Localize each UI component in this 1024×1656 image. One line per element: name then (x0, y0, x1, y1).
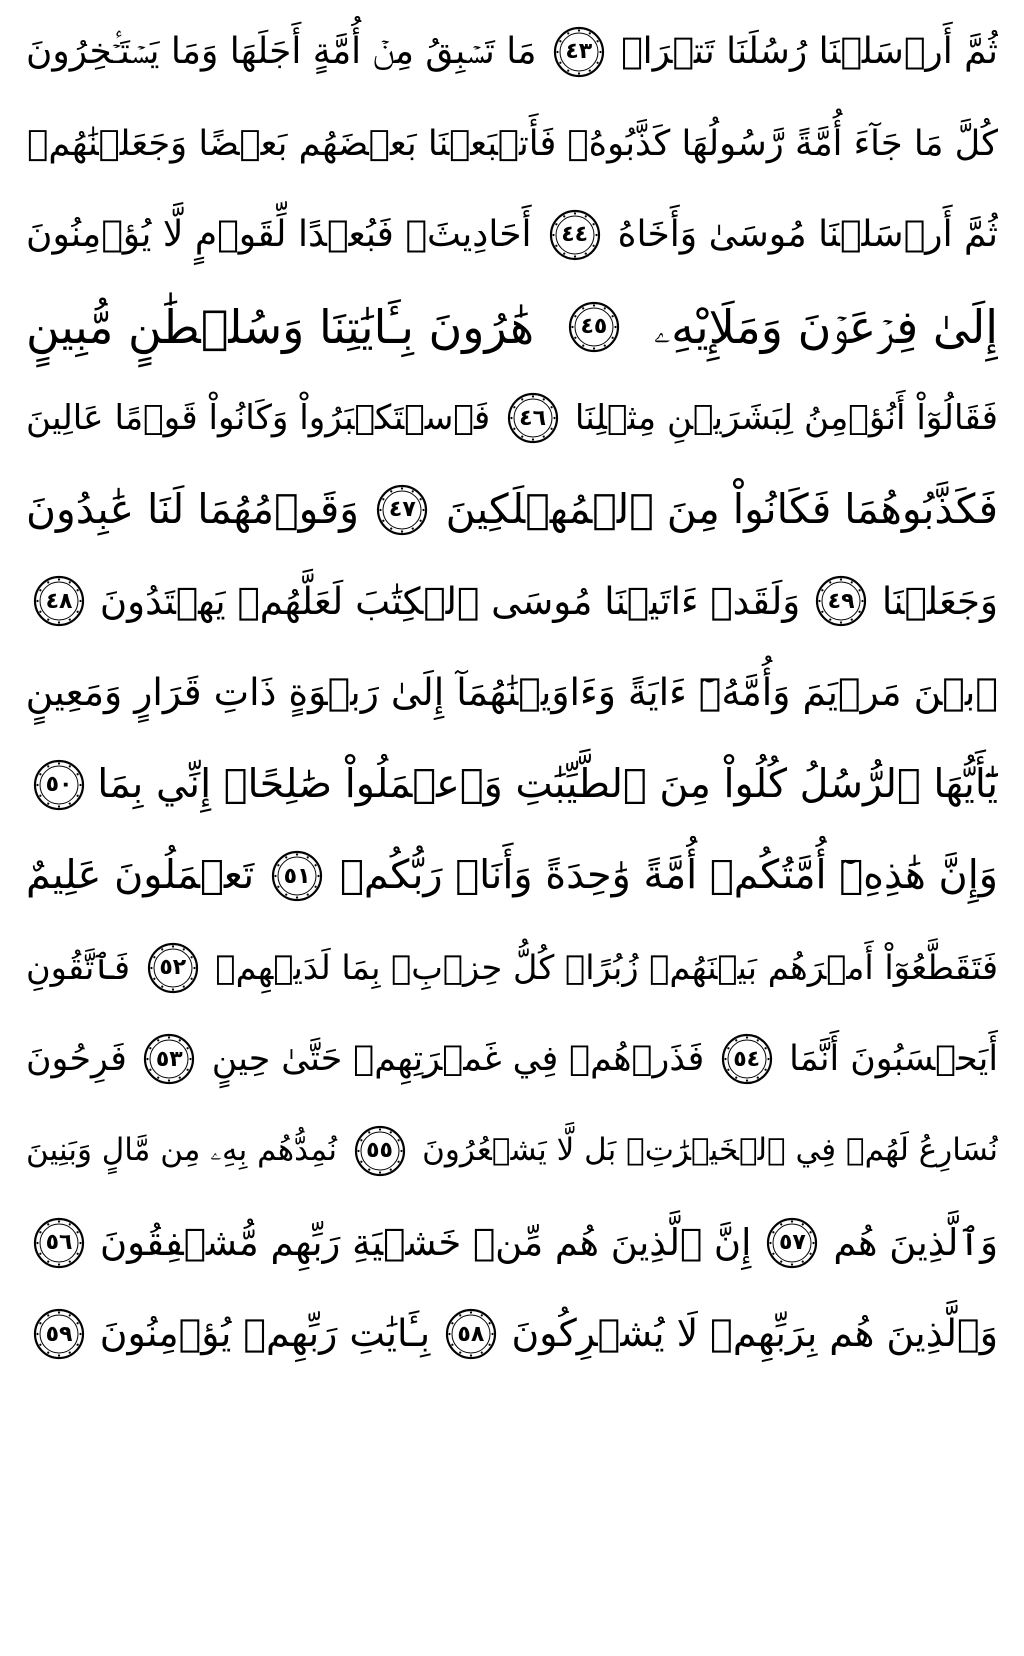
verse-text: فَقَالُوٓاْ أَنُؤۡمِنُ لِبَشَرَيۡنِ مِثۡلِنَا (574, 398, 998, 439)
verse-text: نُسَارِعُ لَهُمۡ فِي ٱلۡخَيۡرَٰتِۚ بَل لَّا يَشۡعُرُونَ (422, 1132, 998, 1169)
ayah-number: ٥٢ (159, 955, 187, 981)
verse-text: نُمِدُّهُم بِهِۦ مِن مَّالٍ وَبَنِينَ (26, 1132, 337, 1169)
ayah-number: ٤٨ (45, 588, 73, 614)
ayah-number-marker (270, 849, 324, 903)
verse-text: أَحَادِيثَۚ فَبُعۡدًا لِّقَوۡمٍ لَّا يُؤۡمِنُونَ (26, 213, 532, 255)
verse-text: بِـَٔايَٰتِ رَبِّهِمۡ يُؤۡمِنُونَ (99, 1311, 431, 1356)
text-line (26, 189, 998, 281)
verse-text: ٱبۡنَ مَرۡيَمَ وَأُمَّهُۥٓ ءَايَةً وَءَاوَيۡنَٰهُمَآ إِلَىٰ رَبۡوَةٍ ذَاتِ قَرَارٍ وَمَعِينٍ (26, 670, 998, 715)
ayah-number-marker (506, 391, 560, 445)
verse-text: وَٱلَّذِينَ هُم بِرَبِّهِمۡ لَا يُشۡرِكُونَ (511, 1311, 998, 1356)
verse-text: كُلَّ مَا جَآءَ أُمَّةً رَّسُولُهَا كَذَّبُوهُۖ فَأَتۡبَعۡنَا بَعۡضَهُم بَعۡضًا وَجَعَلۡنَٰهُمۡ (27, 122, 998, 164)
verse-text: فَذَرۡهُمۡ فِي غَمۡرَتِهِمۡ حَتَّىٰ حِينٍ (211, 1038, 705, 1079)
verse-text: هَٰرُونَ بِـَٔايَٰتِنَا وَسُلۡطَٰنٍ مُّبِينٍ (26, 299, 535, 354)
verse-text: فَٱتَّقُونِ (26, 947, 131, 987)
ayah-number: ٤٩ (827, 588, 855, 614)
ayah-number-marker (353, 1124, 407, 1178)
ayah-number-marker (567, 300, 621, 354)
verse-text: يَٰٓأَيُّهَا ٱلرُّسُلُ كُلُواْ مِنَ ٱلطَّيِّبَٰتِ وَٱعۡمَلُواْ صَٰلِحًاۖ إِنِّي بِمَا (97, 760, 998, 807)
verse-text: وَإِنَّ هَٰذِهِۦٓ أُمَّتُكُمۡ أُمَّةً وَٰحِدَةً وَأَنَا۠ رَبُّكُمۡ (339, 852, 998, 899)
verse-text: ثُمَّ أَرۡسَلۡنَا رُسُلَنَا تَتۡرَاۖ (621, 30, 998, 72)
verse-text: فَٱسۡتَكۡبَرُواْ وَكَانُواْ قَوۡمًا عَالِينَ (26, 398, 491, 439)
ayah-number: ٥٣ (155, 1046, 183, 1072)
text-line (26, 647, 998, 739)
verse-text: وَجَعَلۡنَا (881, 578, 998, 623)
verse-text: وَٱلَّذِينَ هُم (833, 1221, 998, 1265)
text-line (26, 1014, 998, 1106)
ayah-number-marker (146, 941, 200, 995)
ayah-number-marker (720, 1032, 774, 1086)
verse-text: ثُمَّ أَرۡسَلۡنَا مُوسَىٰ وَأَخَاهُ (617, 213, 998, 255)
text-line (26, 922, 998, 1014)
ayah-number-marker (32, 1216, 86, 1270)
verse-text: إِنَّ ٱلَّذِينَ هُم مِّنۡ خَشۡيَةِ رَبِّهِم مُّشۡفِقُونَ (100, 1221, 752, 1265)
text-line (26, 1105, 998, 1197)
text-line (26, 830, 998, 922)
text-line (26, 1288, 998, 1380)
ayah-number: ٤٦ (519, 405, 546, 431)
text-line (26, 464, 998, 556)
ayah-number-marker (552, 25, 606, 79)
verse-text: مَا تَسۡبِقُ مِنۡ أُمَّةٍ أَجَلَهَا وَمَا يَسۡتَـٔۡخِرُونَ (26, 30, 537, 72)
ayah-number: ٤٤ (561, 222, 589, 248)
ayah-number-marker (142, 1032, 196, 1086)
ayah-number-marker (375, 483, 429, 537)
ayah-number-marker (765, 1216, 819, 1270)
text-line (26, 6, 998, 98)
ayah-number-marker (814, 574, 868, 628)
verse-text: فَرِحُونَ (26, 1038, 127, 1079)
verse-text: فَكَذَّبُوهُمَا فَكَانُواْ مِنَ ٱلۡمُهۡلَكِينَ (445, 485, 998, 534)
verse-text: أَيَحۡسَبُونَ أَنَّمَا (789, 1038, 998, 1079)
verse-text: وَقَوۡمُهُمَا لَنَا عَٰبِدُونَ (26, 485, 360, 534)
ayah-number: ٤٥ (580, 314, 608, 340)
text-line (26, 556, 998, 648)
ayah-number-marker (548, 208, 602, 262)
ayah-number: ٥٤ (733, 1046, 761, 1072)
ayah-number: ٥٧ (778, 1230, 806, 1256)
ayah-number-marker (32, 574, 86, 628)
ayah-number: ٥٥ (366, 1138, 393, 1164)
text-line (26, 98, 998, 190)
verse-text: إِلَىٰ فِرۡعَوۡنَ وَمَلَإِيْهِۦ (653, 299, 998, 354)
ayah-number: ٤٣ (565, 39, 593, 65)
ayah-number: ٤٧ (388, 497, 416, 523)
ayah-number: ٥٠ (45, 772, 73, 798)
text-line (26, 372, 998, 464)
verse-text: فَتَقَطَّعُوٓاْ أَمۡرَهُم بَيۡنَهُمۡ زُبُرًاۖ كُلُّ حِزۡبِۭ بِمَا لَدَيۡهِمۡ (215, 947, 998, 987)
text-line (26, 739, 998, 831)
ayah-number: ٥٨ (457, 1321, 485, 1347)
ayah-number: ٥١ (283, 863, 311, 889)
ayah-number-marker (444, 1307, 498, 1361)
ayah-number: ٥٩ (45, 1321, 73, 1347)
text-line (26, 281, 998, 373)
text-line (26, 1197, 998, 1289)
ayah-number-marker (32, 1307, 86, 1361)
ayah-number-marker (32, 758, 86, 812)
verse-text: تَعۡمَلُونَ عَلِيمٌ (26, 852, 255, 899)
ayah-number: ٥٦ (45, 1230, 73, 1256)
verse-text: وَلَقَدۡ ءَاتَيۡنَا مُوسَى ٱلۡكِتَٰبَ لَعَلَّهُمۡ يَهۡتَدُونَ (99, 578, 801, 623)
